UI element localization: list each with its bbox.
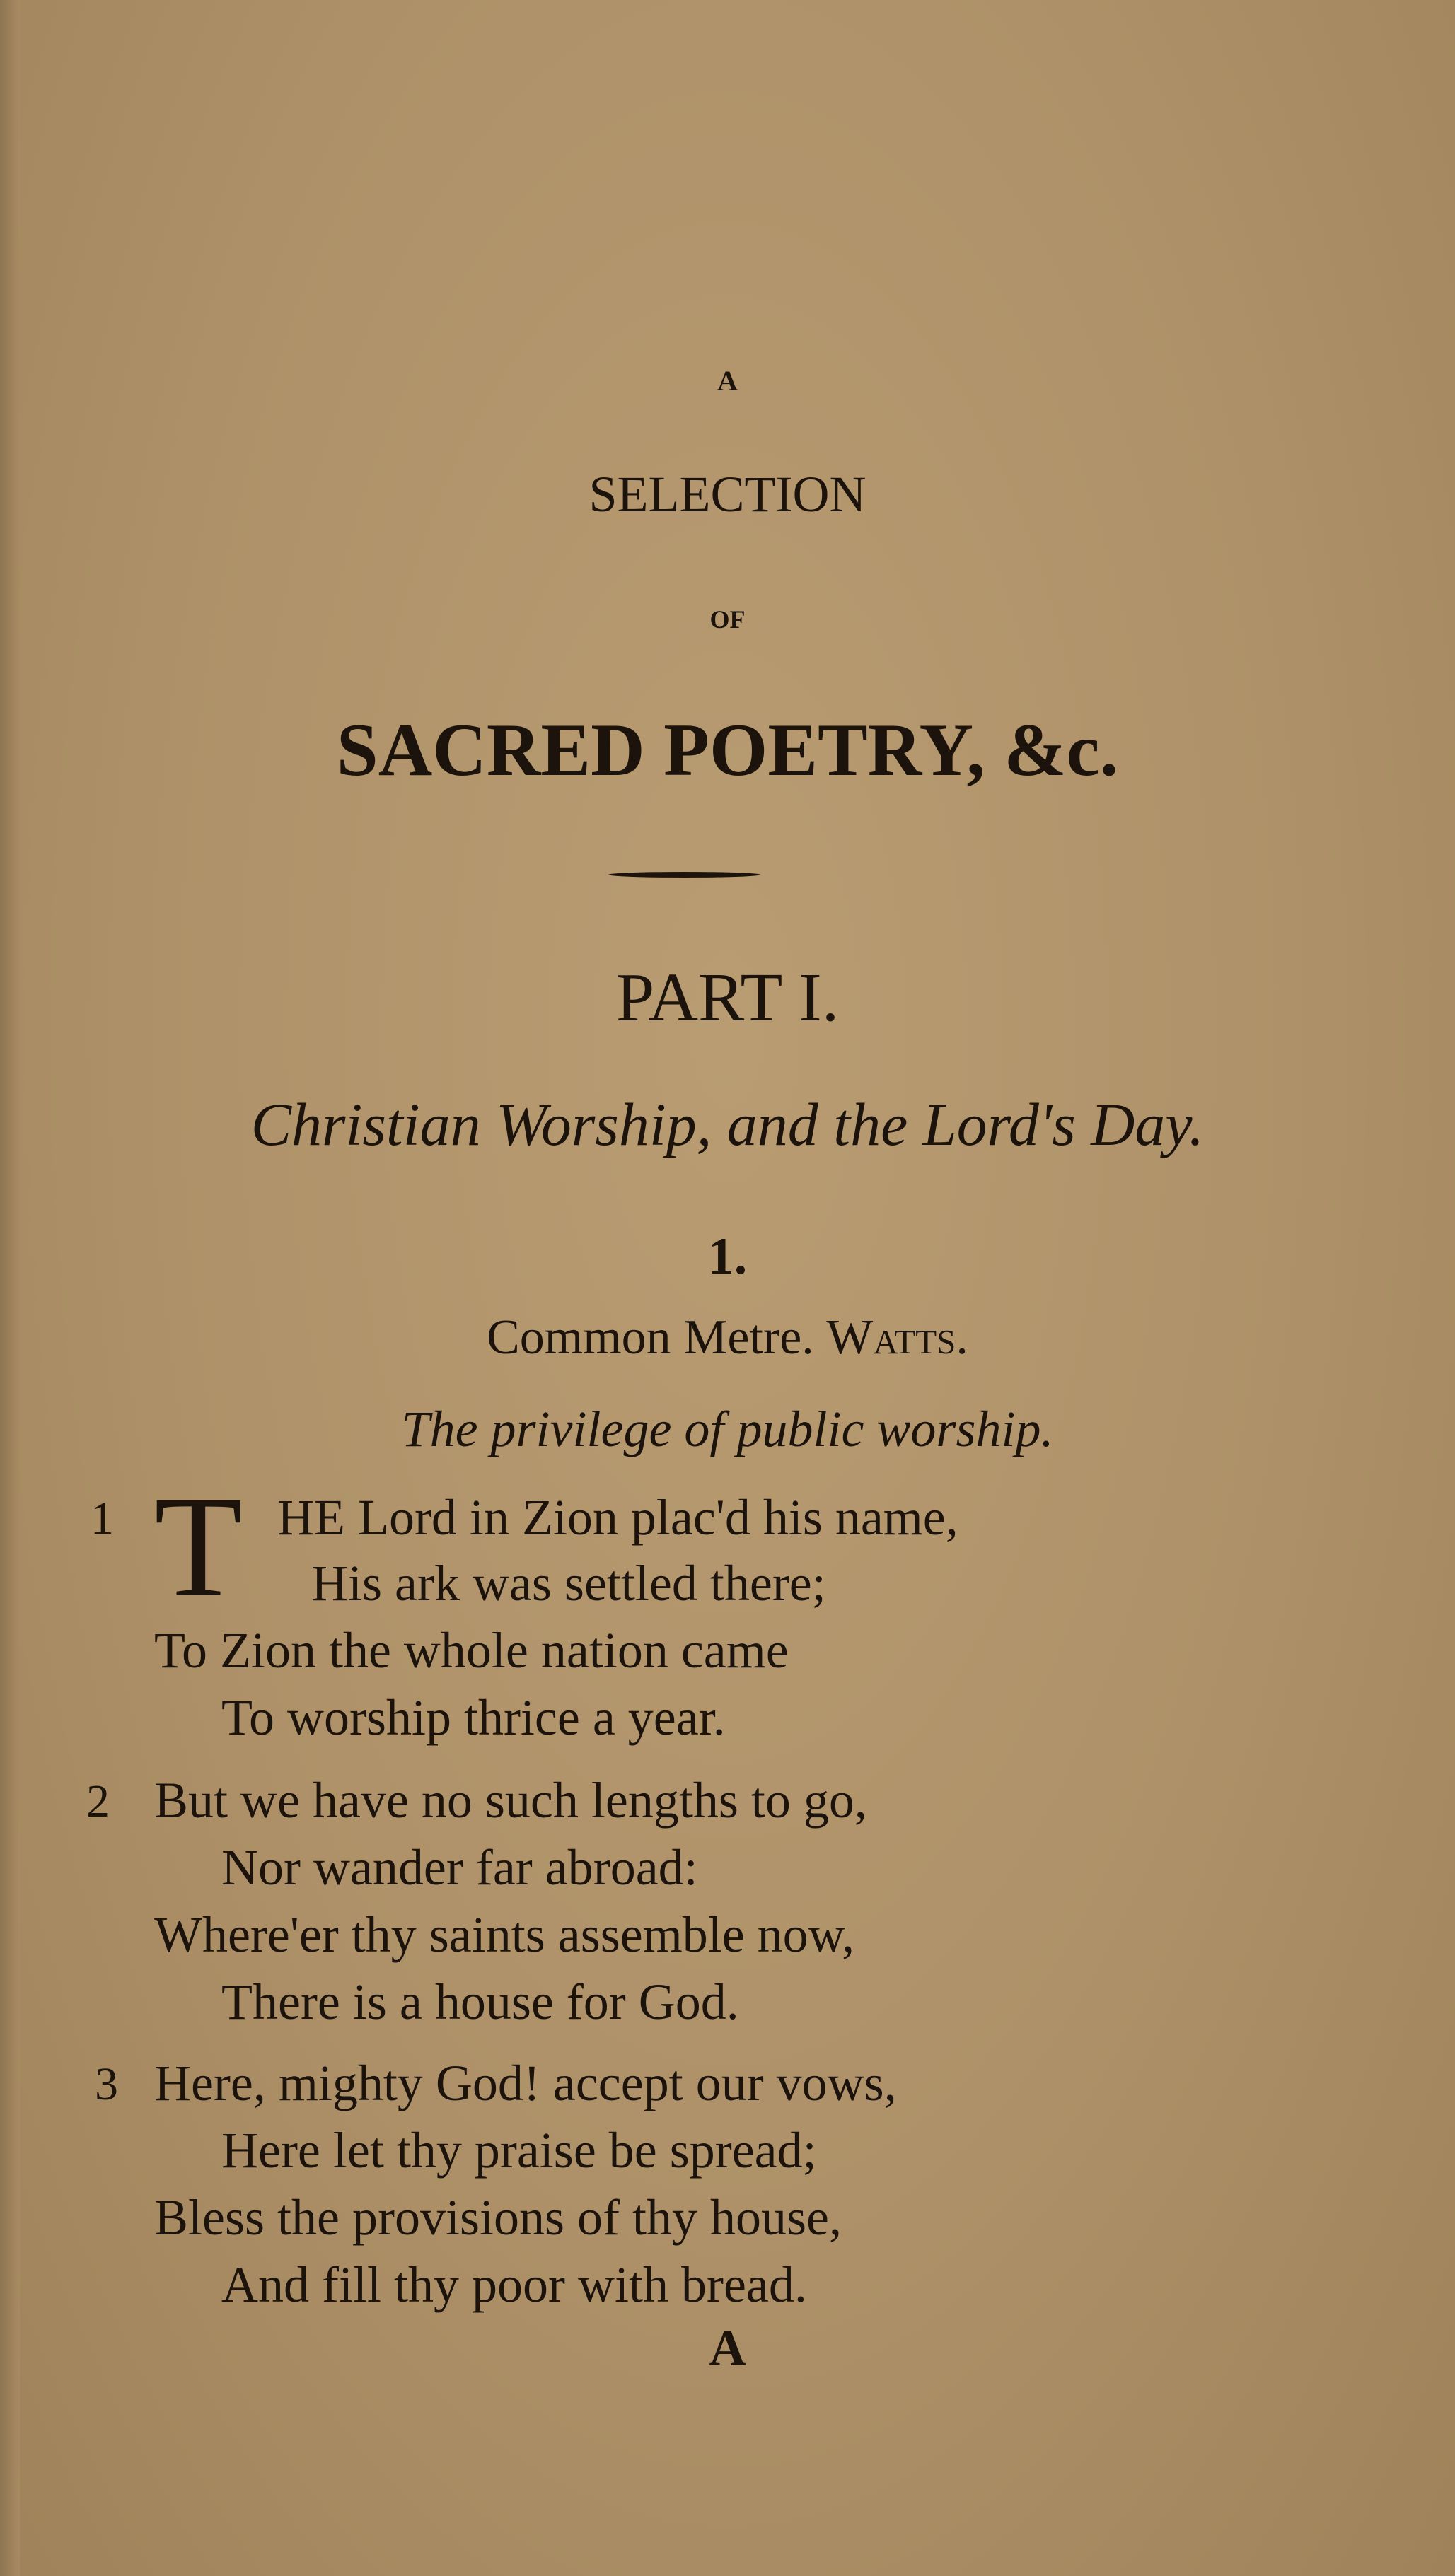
- drop-cap: T: [154, 1467, 243, 1627]
- hymn-heading: The privilege of public worship.: [401, 1401, 1054, 1457]
- verse-line: His ark was settled there;: [311, 1555, 826, 1612]
- verse-line: Nor wander far abroad:: [221, 1839, 698, 1896]
- header-of: OF: [709, 605, 746, 634]
- hymn-author: Watts.: [826, 1310, 968, 1365]
- signature-mark: A: [709, 2320, 746, 2377]
- verse-line: HE Lord in Zion plac'd his name,: [277, 1489, 958, 1546]
- header-a: A: [717, 365, 738, 397]
- verse-line: Here let thy praise be spread;: [221, 2122, 817, 2179]
- part-subtitle: Christian Worship, and the Lord's Day.: [250, 1090, 1205, 1158]
- title-rule: [608, 872, 760, 878]
- verse-line: To Zion the whole nation came: [154, 1622, 789, 1679]
- page-title: SACRED POETRY, &c.: [336, 709, 1119, 791]
- verse-line: Bless the provisions of thy house,: [154, 2189, 842, 2246]
- verse-line: There is a house for God.: [221, 1974, 739, 2030]
- verse-line: Where'er thy saints assemble now,: [154, 1906, 854, 1963]
- hymn-number: 1.: [707, 1228, 748, 1286]
- part-label: PART I.: [615, 960, 840, 1036]
- verse-line: And fill thy poor with bread.: [221, 2256, 807, 2313]
- stanza-number: 1: [91, 1493, 114, 1544]
- hymn-metre-line: [0, 1310, 1455, 1366]
- header-selection: SELECTION: [589, 466, 866, 523]
- verse-line: But we have no such lengths to go,: [154, 1772, 867, 1829]
- hymn-metre: Common Metre.: [487, 1310, 814, 1365]
- stanza-number: 3: [95, 2058, 118, 2110]
- stanza-number: 2: [86, 1776, 110, 1827]
- verse-line: To worship thrice a year.: [221, 1689, 726, 1746]
- verse-line: Here, mighty God! accept our vows,: [154, 2055, 897, 2111]
